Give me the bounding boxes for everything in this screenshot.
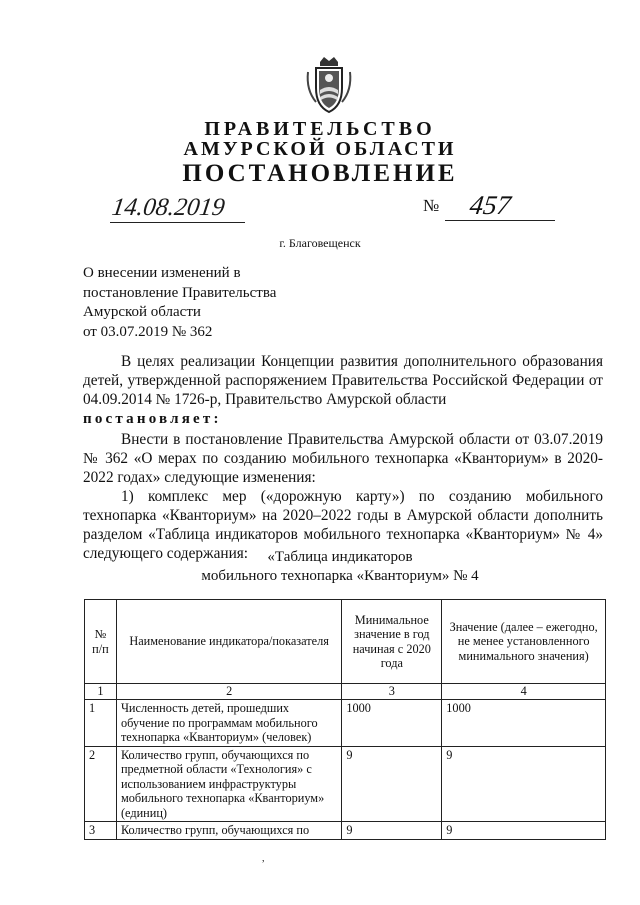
row-value: 9 [442, 822, 606, 840]
row-minimum-value: 9 [342, 822, 442, 840]
table-row [85, 822, 606, 840]
number-underline [445, 220, 555, 221]
column-number-row: 1 2 3 4 [85, 684, 606, 700]
government-name-line1: ПРАВИТЕЛЬСТВО [204, 118, 436, 140]
number-label: № [423, 196, 440, 215]
row-number: 1 [85, 700, 117, 747]
header-cell-minimum: Минимальное значение в год начиная с 2020 года [342, 600, 442, 684]
table-row [85, 700, 606, 747]
item-one-paragraph: 1) комплекс мер («дорожную карту») по созданию мобильного технопарка «Кванториум» на 2020–2022 годы в Амурской области дополнить разделом «Таблица индикаторов мобильного технопарка «Кванториум» № 4» следующего содержания: [83, 488, 603, 562]
row-indicator-name: Количество групп, обучающихся по предметной области «Технология» с использованием инфраструктуры мобильного технопарка «Кванториум» (единиц) [116, 746, 341, 822]
row-value: 9 [442, 746, 606, 822]
amendment-paragraph: Внести в постановление Правительства Амурской области от 03.07.2019 № 362 «О мерах по созданию мобильного технопарка «Кванториум» в 2020- 2022 годах» следующие изменения: [83, 431, 603, 486]
preamble-paragraph: В целях реализации Концепции развития дополнительного образования детей, утвержденной распоряжением Правительства Российской Федерации от 04.09.2014 № 1726-р, Правительство Амурской области [83, 353, 603, 408]
decree-date-handwritten: 14.08.2019 [110, 194, 227, 221]
row-indicator-name: Количество групп, обучающихся по [116, 822, 341, 840]
table-header-row [85, 600, 606, 684]
row-number: 2 [85, 746, 117, 822]
row-minimum-value: 9 [342, 746, 442, 822]
document-type-title: ПОСТАНОВЛЕНИЕ [182, 160, 458, 187]
row-value: 1000 [442, 700, 606, 747]
row-number: 3 [85, 822, 117, 840]
decree-subject [83, 264, 276, 342]
subject-line: постановление Правительства [83, 284, 277, 301]
city-name: г. Благовещенск [279, 236, 361, 250]
table-caption-line2: мобильного технопарка «Кванториум» № 4 [201, 568, 479, 584]
header-cell-indicator: Наименование индикатора/показателя [116, 600, 341, 684]
subject-line: О внесении изменений в [83, 265, 241, 281]
row-indicator-name: Численность детей, прошедших обучение по программам мобильного технопарка «Кванториум» (человек) [116, 700, 341, 747]
government-name-line2: АМУРСКОЙ ОБЛАСТИ [183, 138, 457, 160]
resolves-word: постановляет: [83, 411, 222, 427]
row-minimum-value: 1000 [342, 700, 442, 747]
date-underline [110, 222, 245, 223]
page-mark: , [262, 853, 265, 864]
header-cell-number: № п/п [85, 600, 117, 684]
table-caption-line1: «Таблица индикаторов [267, 549, 413, 565]
subject-line: Амурской области [83, 304, 201, 320]
decree-number-handwritten: 457 [467, 190, 513, 220]
coat-of-arms-emblem [302, 54, 356, 116]
table-row [85, 746, 606, 822]
indicators-table [84, 599, 606, 840]
header-cell-value: Значение (далее – ежегодно, не менее установленного минимального значения) [442, 600, 606, 684]
subject-line: от 03.07.2019 № 362 [83, 323, 213, 340]
